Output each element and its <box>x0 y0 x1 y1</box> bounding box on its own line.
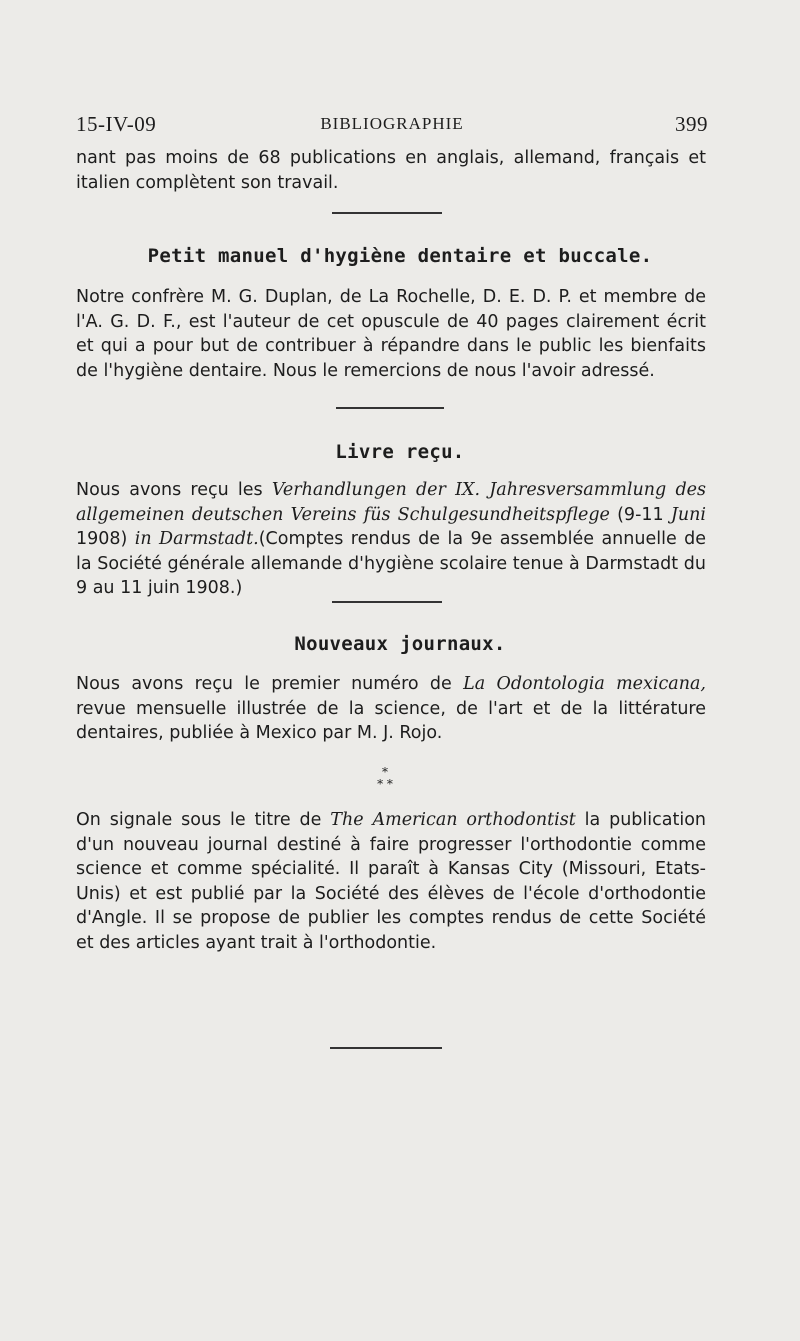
section-heading-livre: Livre reçu. <box>335 441 465 463</box>
section-heading-hygiene: Petit manuel d'hygiène dentaire et buccale. <box>147 245 653 267</box>
text-run-italic: in Darmstadt. <box>134 529 259 549</box>
header-date: 15-IV-09 <box>76 112 157 136</box>
text-run: (9-11 <box>609 504 671 525</box>
text-run-italic: Juni <box>670 504 707 525</box>
text-run: On signale sous le titre de <box>76 810 331 830</box>
section-livre-paragraph <box>76 478 706 601</box>
text-run: revue mensuelle illustrée de la science, de l'art et de la littérature dentaires, publiée à Mexico par M. J. Rojo. <box>76 698 706 743</box>
divider <box>332 601 442 603</box>
section-hygiene-paragraph: Notre confrère M. G. Duplan, de La Rochelle, D. E. D. P. et membre de l'A. G. D. F., est l'auteur de cet opuscule de 40 pages clairement écrit et qui a pour but de contribuer à répandre dans le public les bienfaits de l'hygiène dentaire. Nous le remercions de nous l'avoir adressé. <box>76 287 706 381</box>
text-run: Nous avons reçu les <box>76 480 272 500</box>
asterism-bottom: * * <box>377 777 393 791</box>
section-heading-journaux: Nouveaux journaux. <box>294 633 506 655</box>
journal-title: The American orthodontist <box>330 810 576 830</box>
book-title: Verhandlungen der IX. Jahresversammlung des allgemeinen deutschen Vereins füs Schulgesundheitspflege <box>76 480 706 525</box>
page-number: 399 <box>675 112 708 136</box>
text-run: 1908) <box>76 529 135 549</box>
section-journaux-paragraph <box>76 672 706 746</box>
asterism <box>360 766 410 790</box>
asterism-top: * <box>382 765 388 779</box>
divider <box>336 407 444 409</box>
text-run: (Comptes rendus de la 9e assemblée annuelle de la Société générale allemande d'hygiène scolaire tenue à Darmstadt du 9 au 11 juin 1908.) <box>76 529 706 598</box>
journal-title: La Odontologia mexicana, <box>463 674 706 694</box>
text-run: la publication d'un nouveau journal destiné à faire progresser l'orthodontie comme science et comme spécialité. Il paraît à Kansas City (Missouri, Etats-Unis) et est publié par la Société des élèves de l'école d'orthodontie d'Angle. Il se propose de publier les comptes rendus de cette Société et des articles ayant trait à l'orthodontie. <box>76 810 706 953</box>
running-header <box>76 112 708 138</box>
divider <box>330 1047 442 1049</box>
intro-paragraph: nant pas moins de 68 publications en anglais, allemand, français et italien complètent son travail. <box>76 148 706 193</box>
text-run: Nous avons reçu le premier numéro de <box>76 674 464 694</box>
section-orthodontist-paragraph <box>76 808 706 955</box>
header-section-title: BIBLIOGRAPHIE <box>320 114 464 133</box>
divider <box>332 212 442 214</box>
